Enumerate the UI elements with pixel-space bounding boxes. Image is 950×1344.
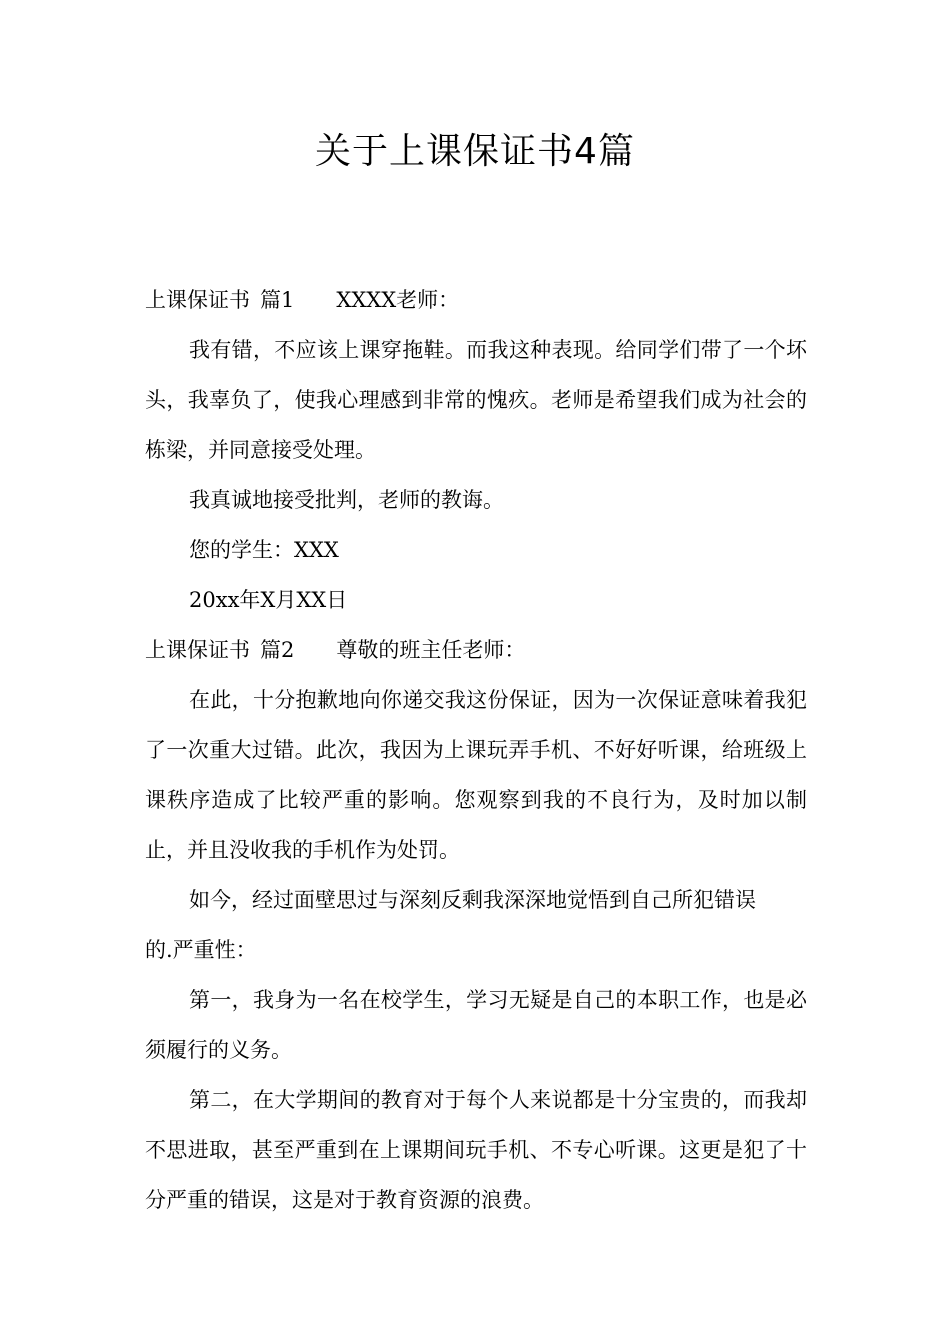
paragraph: 第二，在大学期间的教育对于每个人来说都是十分宝贵的，而我却不思进取，甚至严重到在上课期间玩手机、不专心听课。这更是犯了十分严重的错误，这是对于教育资源的浪费。 <box>145 1088 807 1212</box>
document-title: 关于上课保证书4篇 <box>315 131 635 172</box>
salutation: XXXX老师： <box>336 288 460 312</box>
paragraph-continuation: 的.严重性： <box>145 938 257 962</box>
paragraph: 第一，我身为一名在校学生，学习无疑是自己的本职工作，也是必须履行的义务。 <box>145 988 807 1062</box>
paragraph: 在此，十分抱歉地向你递交我这份保证，因为一次保证意味着我犯了一次重大过错。此次，我因为上课玩弄手机、不好好听课，给班级上课秩序造成了比较严重的影响。您观察到我的不良行为，及时加以制止，并且没收我的手机作为处罚。 <box>145 688 807 862</box>
section-heading-number: 篇1 <box>260 288 295 312</box>
section-heading-1 <box>145 275 807 325</box>
section-heading-2 <box>145 625 807 675</box>
document-body <box>145 275 807 1225</box>
salutation: 尊敬的班主任老师： <box>336 638 526 662</box>
paragraph: 我有错，不应该上课穿拖鞋。而我这种表现。给同学们带了一个坏头，我辜负了，使我心理感到非常的愧疚。老师是希望我们成为社会的栋梁，并同意接受处理。 <box>145 338 807 462</box>
signature-line: 您的学生：XXX <box>189 538 339 562</box>
section-heading-label: 上课保证书 <box>145 638 250 662</box>
date-line: 20xx年X月XX日 <box>189 588 348 612</box>
paragraph: 我真诚地接受批判，老师的教诲。 <box>189 488 504 512</box>
section-heading-label: 上课保证书 <box>145 288 250 312</box>
section-heading-number: 篇2 <box>260 638 295 662</box>
paragraph: 如今，经过面壁思过与深刻反剩我深深地觉悟到自己所犯错误 <box>189 888 756 912</box>
